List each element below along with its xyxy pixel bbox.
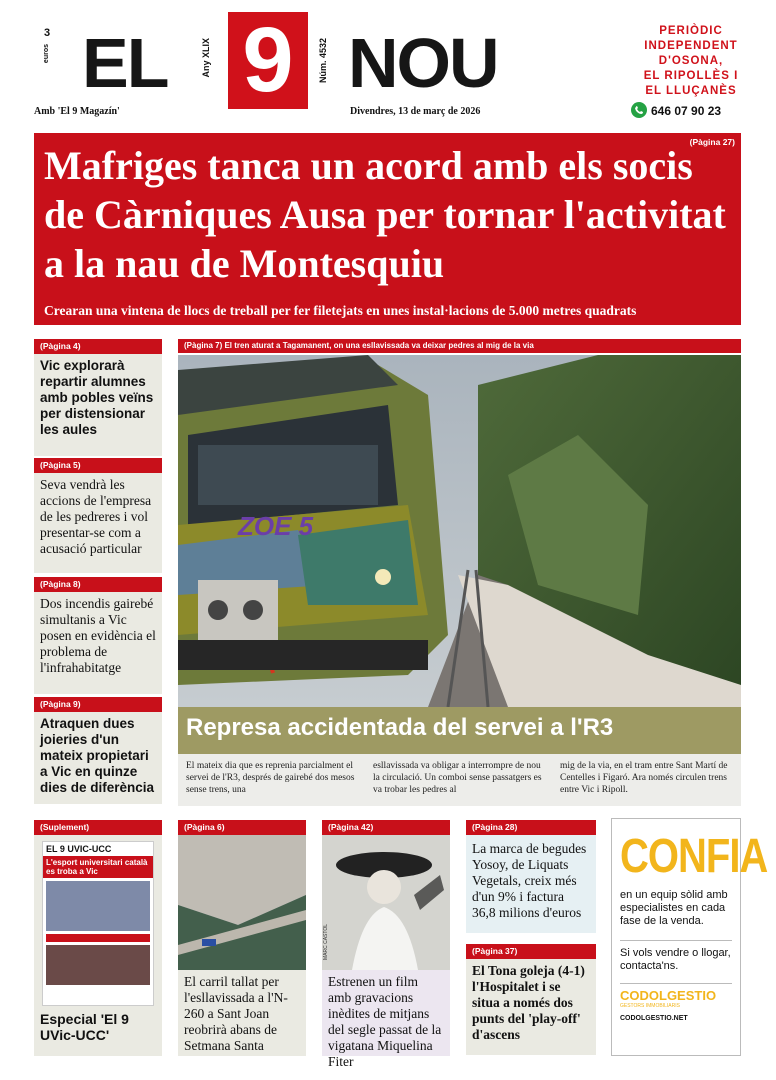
tagline-line: EL LLUÇANÈS xyxy=(645,85,737,97)
ad-logo-sub: GESTORS IMMOBILIARIS xyxy=(620,1003,680,1009)
magazine-note: Amb 'El 9 Magazín' xyxy=(34,106,120,117)
lead-page-ref: (Pàgina 27) xyxy=(689,137,735,147)
story-text: Estrenen un film amb gravacions inèdites de mitjans del segle passat de la vigatana Miquelina Fiter xyxy=(322,970,450,1056)
tagline-line: EL RIPOLLÈS I xyxy=(643,70,739,82)
issue-number: Núm. 4532 xyxy=(318,38,328,84)
story-p37[interactable] xyxy=(466,944,596,1055)
ad-url[interactable]: CODOLGESTIO.NET xyxy=(620,1015,688,1022)
tagline-line: INDEPENDENT xyxy=(644,40,738,52)
issue-date: Divendres, 13 de març de 2026 xyxy=(350,106,481,117)
side-page-ref: (Pàgina 5) xyxy=(34,458,162,473)
story-p28[interactable] xyxy=(466,820,596,933)
portrait-photo xyxy=(322,835,450,970)
cover-photo xyxy=(46,881,150,931)
photo-caption: (Pàgina 7) El tren aturat a Tagamanent, on una esllavissada va deixar pedres al mig de la via xyxy=(178,339,741,353)
body-col: mig de la via, en el tram entre Sant Martí de Centelles i Figaró. Ara només circulen trens entre Vic i Ripoll. xyxy=(560,761,728,795)
price-number: 3 xyxy=(44,27,51,39)
photo-body xyxy=(178,754,741,806)
story-p6[interactable] xyxy=(178,820,306,1056)
story-p42[interactable] xyxy=(322,820,450,1069)
side-page-ref: (Pàgina 4) xyxy=(34,339,162,354)
side-page-ref: (Pàgina 8) xyxy=(34,577,162,592)
supplement-box[interactable] xyxy=(34,820,162,1056)
side-page-ref: (Pàgina 9) xyxy=(34,697,162,712)
lead-subhead: Crearan una vintena de llocs de treball per fer filetejats en unes instal·lacions de 5.000 metres quadrats xyxy=(44,303,637,318)
side-text: Dos incendis gairebé simultanis a Vic posen en evidència el problema de l'infrahabitatge xyxy=(34,592,162,694)
year-label: Any XLIX xyxy=(201,38,211,78)
story-text: La marca de begudes Yosoy, de Liquats Vegetals, creix més d'un 9% i factura 36,8 milions d'euros xyxy=(466,835,596,933)
ad-text: en un equip sòlid amb especialistes en cada fase de la venda. xyxy=(620,889,728,927)
supplement-page-ref: (Suplement) xyxy=(34,820,162,835)
story-page-ref: (Pàgina 28) xyxy=(466,820,596,835)
side-text: Seva vendrà les accions de l'empresa de les pedreres i vol presentar-se com a acusació particular xyxy=(34,473,162,573)
side-item[interactable] xyxy=(34,458,162,573)
story-page-ref: (Pàgina 6) xyxy=(178,820,306,835)
logo-el: EL xyxy=(82,24,168,102)
story-page-ref: (Pàgina 42) xyxy=(322,820,450,835)
whatsapp-icon xyxy=(631,102,647,118)
logo-nou: NOU xyxy=(348,24,498,102)
body-col: El mateix dia que es reprenia parcialment el servei de l'R3, després de gairebé dos mesos sense trens, una xyxy=(186,761,355,795)
ad-cta: Si vols vendre o llogar, contacta'ns. xyxy=(620,947,731,972)
ad-logo: CODOLGESTIO xyxy=(620,988,717,1003)
side-item[interactable] xyxy=(34,339,162,456)
story-text: El Tona golejа (4-1) l'Hospitalet i se situa a només dos punts del 'play-off' d'ascens xyxy=(466,959,596,1055)
train-photo[interactable] xyxy=(178,355,741,707)
lead-headline: Mafriges tanca un acord amb els socis de Càrniques Ausa per tornar l'activitat a la nau de Montesquiu xyxy=(44,143,726,286)
supplement-cover xyxy=(42,841,154,1006)
cover-headline: L'esport universitari català es troba a Vic xyxy=(43,856,153,878)
cover-brand: EL 9 UVIC-UCC xyxy=(46,844,112,854)
tagline-line: PERIÒDIC xyxy=(659,25,723,37)
photo-credit: MARC CASTOL xyxy=(323,923,330,961)
cover-photo-2 xyxy=(46,945,150,985)
story-page-ref: (Pàgina 37) xyxy=(466,944,596,959)
body-col: esllavissada va obligar a interrompre de nou la circulació. Un comboi sense passatgers es va trobar les pedres al xyxy=(373,761,542,795)
logo-nine: 9 xyxy=(228,12,308,109)
side-text: Vic explorarà repartir alumnes amb pobles veïns per distensionar les aules xyxy=(34,354,162,456)
ad-brand: CONFIA xyxy=(620,829,768,883)
lead-story[interactable] xyxy=(34,133,741,325)
side-item[interactable] xyxy=(34,577,162,694)
road-photo xyxy=(178,835,306,970)
train-graffiti: ZOE 5 xyxy=(238,511,314,541)
phone-number: 646 07 90 23 xyxy=(651,104,722,118)
story-text: El carril tallat per l'esllavissada a l'N-260 a Sant Joan reobrirà abans de Setmana Santa xyxy=(178,970,306,1056)
photo-title: Represa accidentada del servei a l'R3 xyxy=(178,707,741,754)
side-text: Atraquen dues joieries d'un mateix propietari a Vic en quinze dies de diferència xyxy=(34,712,162,804)
tagline-line: D'OSONA, xyxy=(658,55,724,67)
supplement-text: Especial 'El 9 UVic-UCC' xyxy=(40,1011,129,1043)
side-item[interactable] xyxy=(34,697,162,804)
tagline xyxy=(638,24,744,99)
price-unit: euros xyxy=(43,44,50,64)
ad-codolgestio[interactable] xyxy=(611,818,768,1056)
cover-band xyxy=(46,934,150,942)
